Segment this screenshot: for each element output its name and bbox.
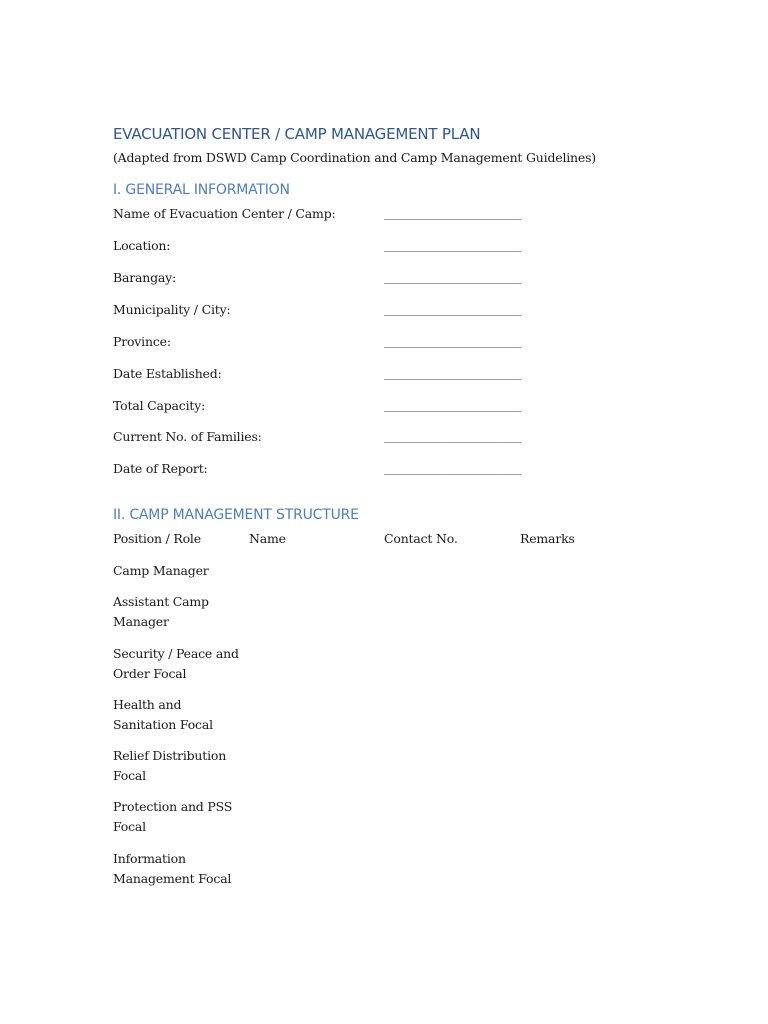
role-line: Sanitation Focal: [113, 716, 213, 732]
field-label: Location:: [113, 238, 171, 253]
field-blank-line[interactable]: ________________________: [384, 398, 521, 412]
role-line: Protection and PSS: [113, 799, 233, 814]
role-line: Security / Peace and: [113, 646, 239, 661]
field-blank-line[interactable]: ________________________: [384, 206, 521, 220]
field-blank-line[interactable]: ________________________: [384, 270, 521, 284]
role-line: Focal: [113, 767, 146, 783]
role-line: Order Focal: [113, 665, 187, 681]
role-line: Camp Manager: [113, 563, 209, 578]
document-title: EVACUATION CENTER / CAMP MANAGEMENT PLAN: [113, 125, 481, 143]
role-protection-pss-focal: [113, 797, 248, 836]
field-label: Date of Report:: [113, 461, 208, 476]
field-row-date-of-report: [113, 461, 533, 481]
role-line: Assistant Camp: [113, 594, 209, 609]
field-row-total-capacity: [113, 398, 533, 418]
section-heading-general-information: I. GENERAL INFORMATION: [113, 182, 290, 198]
field-label: Current No. of Families:: [113, 429, 262, 444]
field-blank-line[interactable]: ________________________: [384, 302, 521, 316]
column-header-remarks: Remarks: [520, 531, 575, 546]
role-line: Relief Distribution: [113, 748, 227, 763]
field-label: Name of Evacuation Center / Camp:: [113, 206, 336, 221]
field-blank-line[interactable]: ________________________: [384, 334, 521, 348]
role-line: Management Focal: [113, 870, 232, 886]
field-row-date-established: [113, 366, 533, 386]
field-label: Date Established:: [113, 366, 222, 381]
section-heading-camp-management-structure: II. CAMP MANAGEMENT STRUCTURE: [113, 507, 359, 523]
role-line: Focal: [113, 818, 146, 834]
field-label: Barangay:: [113, 270, 177, 285]
field-row-province: [113, 334, 533, 354]
field-blank-line[interactable]: ________________________: [384, 366, 521, 380]
field-row-center-name: [113, 206, 533, 226]
field-label: Province:: [113, 334, 171, 349]
role-camp-manager: [113, 561, 248, 581]
field-blank-line[interactable]: ________________________: [384, 429, 521, 443]
role-relief-distribution-focal: [113, 746, 248, 785]
field-row-municipality: [113, 302, 533, 322]
role-assistant-camp-manager: [113, 592, 248, 631]
field-blank-line[interactable]: ________________________: [384, 238, 521, 252]
field-row-location: [113, 238, 533, 258]
column-header-position: Position / Role: [113, 531, 201, 546]
structure-table-header: [113, 531, 633, 551]
role-information-management-focal: [113, 849, 248, 888]
field-row-current-families: [113, 429, 533, 449]
column-header-contact: Contact No.: [384, 531, 458, 546]
role-line: Health and: [113, 697, 182, 712]
role-line: Manager: [113, 613, 169, 629]
role-line: Information: [113, 851, 186, 866]
field-label: Total Capacity:: [113, 398, 206, 413]
role-security-focal: [113, 644, 248, 683]
role-health-sanitation-focal: [113, 695, 248, 734]
field-row-barangay: [113, 270, 533, 290]
column-header-name: Name: [249, 531, 286, 546]
field-blank-line[interactable]: ________________________: [384, 461, 521, 475]
document-subtitle: (Adapted from DSWD Camp Coordination and Camp Management Guidelines): [113, 150, 596, 165]
field-label: Municipality / City:: [113, 302, 231, 317]
